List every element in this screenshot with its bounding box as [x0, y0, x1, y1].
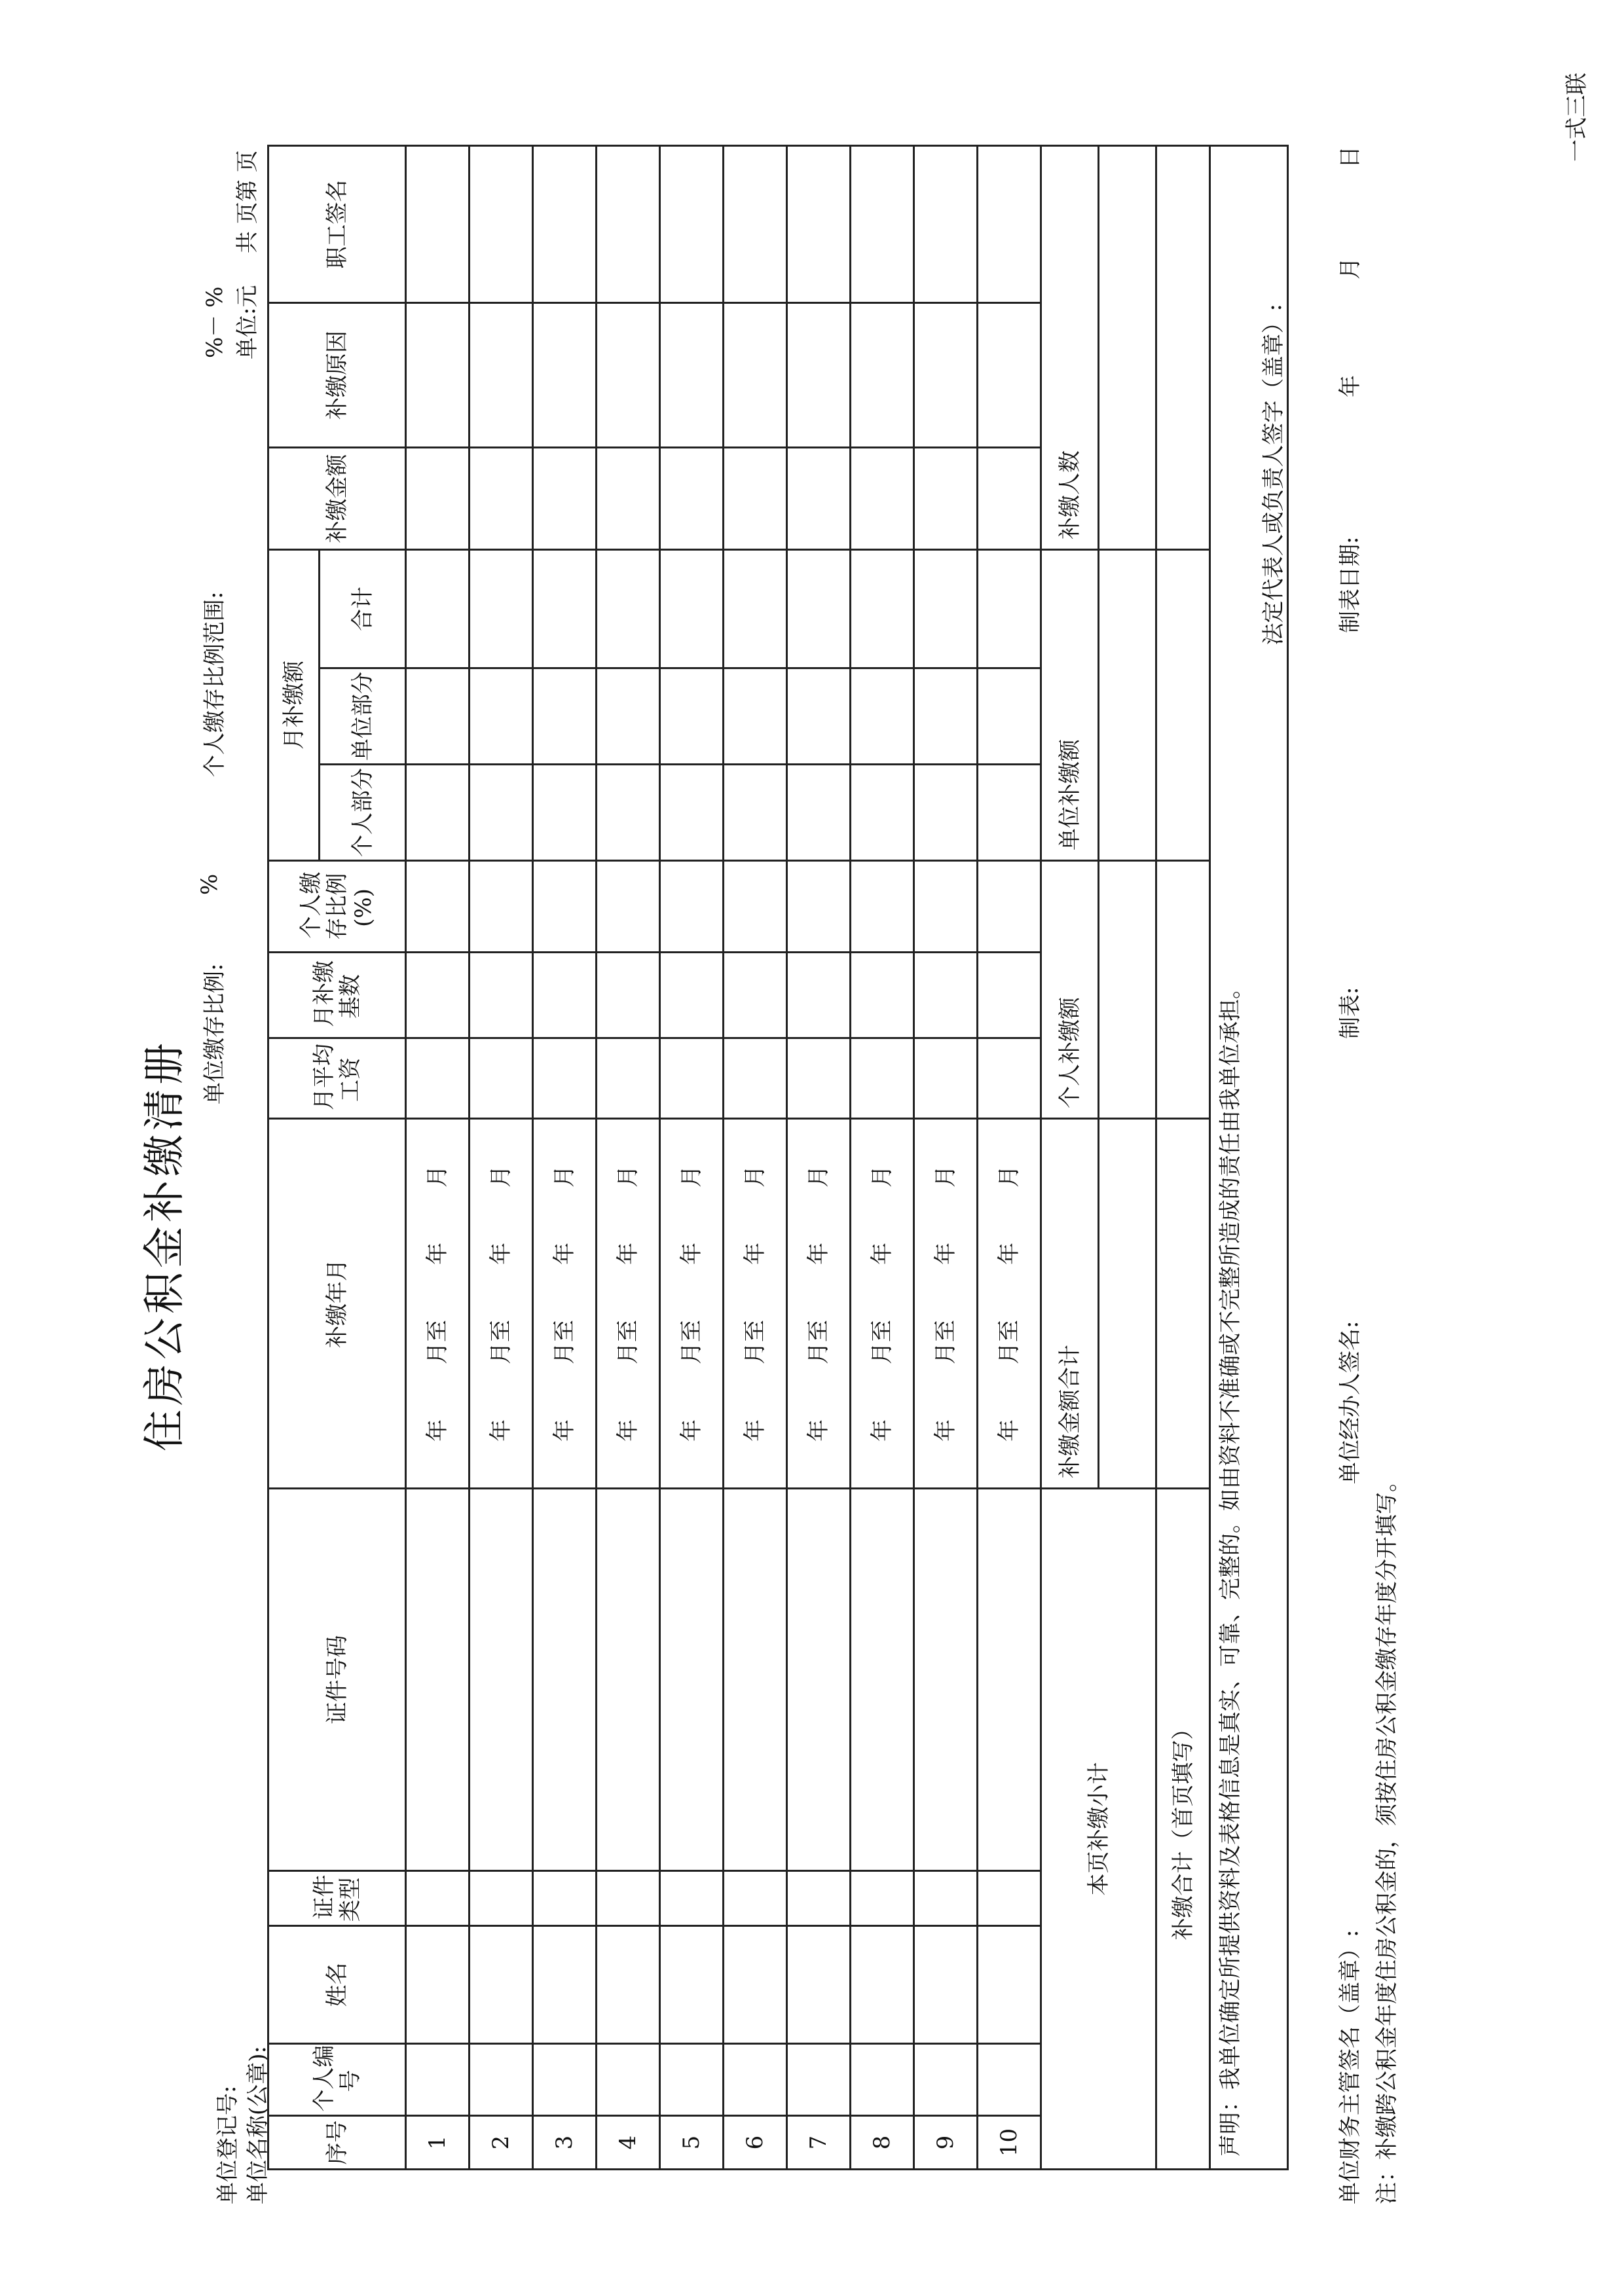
row-signature[interactable]	[660, 146, 724, 303]
header-period: 补缴年月	[268, 1119, 406, 1489]
row-id-type[interactable]	[787, 1871, 851, 1926]
row-personal-part[interactable]	[978, 765, 1041, 861]
header-personal-ratio: 个人缴存比例(%)	[268, 861, 406, 953]
grand-total-personal[interactable]	[1156, 861, 1210, 1119]
header-seq: 序号	[268, 2116, 406, 2170]
period-from-month: 月至	[805, 1320, 832, 1364]
row-id-number[interactable]	[787, 1489, 851, 1871]
row-personal-ratio[interactable]	[724, 861, 787, 953]
row-unit-part[interactable]	[787, 668, 851, 765]
row-reason[interactable]	[724, 303, 787, 448]
header-signature: 职工签名	[268, 146, 406, 303]
row-reason[interactable]	[851, 303, 914, 448]
row-personal-ratio[interactable]	[406, 861, 470, 953]
header-reason: 补缴原因	[268, 303, 406, 448]
row-signature[interactable]	[533, 146, 597, 303]
row-id-number[interactable]	[660, 1489, 724, 1871]
row-period[interactable]	[660, 1119, 724, 1489]
page-counter: 共 页第 页	[234, 150, 261, 253]
period-from-year: 年	[488, 1419, 514, 1442]
row-personal-number[interactable]	[851, 2044, 914, 2116]
row-reason[interactable]	[597, 303, 660, 448]
period-to-month: 月	[551, 1165, 578, 1188]
row-signature[interactable]	[724, 146, 787, 303]
row-reason[interactable]	[914, 303, 978, 448]
row-base[interactable]	[533, 953, 597, 1038]
table-row	[533, 146, 597, 2170]
row-id-number[interactable]	[914, 1489, 978, 1871]
grand-total-amount[interactable]	[1156, 1119, 1210, 1489]
personal-ratio-range-value: %－ %	[202, 286, 228, 358]
row-signature[interactable]	[851, 146, 914, 303]
period-from-month: 月至	[488, 1320, 514, 1364]
period-to-year: 年	[551, 1243, 578, 1265]
row-reason[interactable]	[533, 303, 597, 448]
row-name[interactable]	[660, 1926, 724, 2044]
row-base[interactable]	[470, 953, 533, 1038]
period-to-month: 月	[488, 1165, 514, 1188]
row-name[interactable]	[406, 1926, 470, 2044]
row-name[interactable]	[470, 1926, 533, 2044]
row-reason[interactable]	[470, 303, 533, 448]
row-subtotal[interactable]	[533, 550, 597, 668]
row-id-type[interactable]	[406, 1871, 470, 1926]
row-signature[interactable]	[787, 146, 851, 303]
header-monthly-group: 月补缴额	[268, 550, 320, 861]
row-seq: 6	[724, 2116, 787, 2170]
table-row	[851, 146, 914, 2170]
amount-total-value[interactable]	[1099, 1119, 1156, 1489]
row-average-wage[interactable]	[660, 1038, 724, 1119]
row-average-wage[interactable]	[406, 1038, 470, 1119]
row-period[interactable]	[470, 1119, 533, 1489]
headcount-value[interactable]	[1099, 146, 1156, 550]
row-personal-ratio[interactable]	[787, 861, 851, 953]
row-signature[interactable]	[597, 146, 660, 303]
row-base[interactable]	[787, 953, 851, 1038]
row-amount[interactable]	[914, 448, 978, 550]
date-label: 制表日期:	[1337, 536, 1363, 633]
row-amount[interactable]	[724, 448, 787, 550]
row-base[interactable]	[724, 953, 787, 1038]
row-id-type[interactable]	[724, 1871, 787, 1926]
row-id-number[interactable]	[470, 1489, 533, 1871]
row-average-wage[interactable]	[914, 1038, 978, 1119]
table-row	[978, 146, 1041, 2170]
period-to-year: 年	[996, 1243, 1022, 1265]
row-personal-part[interactable]	[851, 765, 914, 861]
period-from-month: 月至	[678, 1320, 705, 1364]
footnote: 注：补缴跨公积金年度住房公积金的，须按住房公积金缴存年度分开填写。	[1374, 1470, 1400, 2204]
row-unit-part[interactable]	[978, 668, 1041, 765]
period-to-month: 月	[424, 1165, 451, 1188]
row-personal-number[interactable]	[597, 2044, 660, 2116]
table-row	[787, 146, 851, 2170]
period-from-year: 年	[932, 1419, 959, 1442]
row-base[interactable]	[597, 953, 660, 1038]
row-id-number[interactable]	[406, 1489, 470, 1871]
row-id-type[interactable]	[660, 1871, 724, 1926]
grand-total-unit[interactable]	[1156, 550, 1210, 861]
period-to-year: 年	[805, 1243, 832, 1265]
unit-ratio-label: 单位缴存比例:	[202, 963, 228, 1104]
row-unit-part[interactable]	[470, 668, 533, 765]
date-month: 月	[1337, 257, 1363, 280]
currency-unit: 单位:元	[234, 285, 261, 359]
row-personal-number[interactable]	[406, 2044, 470, 2116]
period-from-month: 月至	[424, 1320, 451, 1364]
row-id-number[interactable]	[724, 1489, 787, 1871]
row-name[interactable]	[724, 1926, 787, 2044]
row-base[interactable]	[406, 953, 470, 1038]
page-subtotal-label: 本页补缴小计	[1041, 1489, 1156, 2170]
row-id-type[interactable]	[533, 1871, 597, 1926]
row-amount[interactable]	[660, 448, 724, 550]
row-amount[interactable]	[533, 448, 597, 550]
header-id-type: 证件类型	[268, 1871, 406, 1926]
row-amount[interactable]	[787, 448, 851, 550]
period-from-year: 年	[551, 1419, 578, 1442]
row-subtotal[interactable]	[470, 550, 533, 668]
row-id-type[interactable]	[470, 1871, 533, 1926]
row-name[interactable]	[597, 1926, 660, 2044]
row-personal-part[interactable]	[660, 765, 724, 861]
row-unit-part[interactable]	[533, 668, 597, 765]
row-unit-part[interactable]	[851, 668, 914, 765]
amount-total-label: 补缴金额合计	[1041, 1119, 1099, 1489]
header-subtotal: 合计	[320, 550, 406, 668]
grand-total-label: 补缴合计（首页填写）	[1156, 1489, 1210, 2170]
row-base[interactable]	[851, 953, 914, 1038]
row-subtotal[interactable]	[914, 550, 978, 668]
table-row	[914, 146, 978, 2170]
row-seq: 3	[533, 2116, 597, 2170]
finance-supervisor-signature: 单位财务主管签名（盖章）:	[1337, 1929, 1363, 2204]
copies-note: 一式三联	[1564, 73, 1590, 162]
period-from-year: 年	[996, 1419, 1022, 1442]
row-personal-number[interactable]	[533, 2044, 597, 2116]
period-from-month: 月至	[551, 1320, 578, 1364]
period-to-year: 年	[932, 1243, 959, 1265]
row-personal-part[interactable]	[597, 765, 660, 861]
table-row	[470, 146, 533, 2170]
period-from-year: 年	[742, 1419, 768, 1442]
table-row	[406, 146, 470, 2170]
row-personal-ratio[interactable]	[914, 861, 978, 953]
row-amount[interactable]	[978, 448, 1041, 550]
period-from-month: 月至	[615, 1320, 641, 1364]
row-unit-part[interactable]	[660, 668, 724, 765]
unit-registration-number-label: 单位登记号:	[215, 2085, 241, 2204]
row-subtotal[interactable]	[597, 550, 660, 668]
row-seq: 5	[660, 2116, 724, 2170]
row-personal-number[interactable]	[914, 2044, 978, 2116]
form-title: 住房公积金补缴清册	[141, 1039, 189, 1451]
period-to-month: 月	[996, 1165, 1022, 1188]
row-average-wage[interactable]	[787, 1038, 851, 1119]
header-name: 姓名	[268, 1926, 406, 2044]
row-subtotal[interactable]	[787, 550, 851, 668]
row-period[interactable]	[724, 1119, 787, 1489]
period-from-year: 年	[615, 1419, 641, 1442]
period-to-year: 年	[424, 1243, 451, 1265]
personal-amount-value[interactable]	[1099, 861, 1156, 1119]
row-subtotal[interactable]	[724, 550, 787, 668]
period-to-month: 月	[869, 1165, 895, 1188]
row-period[interactable]	[851, 1119, 914, 1489]
row-average-wage[interactable]	[851, 1038, 914, 1119]
row-average-wage[interactable]	[533, 1038, 597, 1119]
row-personal-part[interactable]	[724, 765, 787, 861]
header-amount: 补缴金额	[268, 448, 406, 550]
headcount-label: 补缴人数	[1041, 146, 1099, 550]
row-seq: 1	[406, 2116, 470, 2170]
period-to-year: 年	[488, 1243, 514, 1265]
period-to-year: 年	[678, 1243, 705, 1265]
unit-name-label: 单位名称(公章):	[245, 2046, 271, 2204]
personal-ratio-range-label: 个人缴存比例范围:	[202, 591, 228, 777]
date-day: 日	[1337, 146, 1363, 168]
row-period[interactable]	[914, 1119, 978, 1489]
row-base[interactable]	[660, 953, 724, 1038]
row-base[interactable]	[978, 953, 1041, 1038]
row-period[interactable]	[533, 1119, 597, 1489]
header-id-number: 证件号码	[268, 1489, 406, 1871]
period-to-year: 年	[869, 1243, 895, 1265]
row-personal-ratio[interactable]	[533, 861, 597, 953]
date-year: 年	[1337, 375, 1363, 397]
row-personal-part[interactable]	[787, 765, 851, 861]
row-subtotal[interactable]	[660, 550, 724, 668]
header-base: 月补缴基数	[268, 953, 406, 1038]
row-signature[interactable]	[978, 146, 1041, 303]
period-from-month: 月至	[869, 1320, 895, 1364]
unit-amount-label: 单位补缴额	[1041, 550, 1099, 861]
row-personal-ratio[interactable]	[470, 861, 533, 953]
row-average-wage[interactable]	[470, 1038, 533, 1119]
row-personal-part[interactable]	[406, 765, 470, 861]
row-id-number[interactable]	[978, 1489, 1041, 1871]
row-reason[interactable]	[406, 303, 470, 448]
period-to-month: 月	[678, 1165, 705, 1188]
row-base[interactable]	[914, 953, 978, 1038]
row-reason[interactable]	[978, 303, 1041, 448]
row-subtotal[interactable]	[851, 550, 914, 668]
period-from-year: 年	[805, 1419, 832, 1442]
header-personal-part: 个人部分	[320, 765, 406, 861]
row-period[interactable]	[978, 1119, 1041, 1489]
row-unit-part[interactable]	[406, 668, 470, 765]
row-id-type[interactable]	[851, 1871, 914, 1926]
row-signature[interactable]	[406, 146, 470, 303]
row-personal-part[interactable]	[914, 765, 978, 861]
table-row	[724, 146, 787, 2170]
row-average-wage[interactable]	[597, 1038, 660, 1119]
legal-representative-signature: 法定代表人或负责人签字（盖章）:	[1261, 304, 1287, 646]
row-id-type[interactable]	[914, 1871, 978, 1926]
row-seq: 9	[914, 2116, 978, 2170]
row-id-number[interactable]	[851, 1489, 914, 1871]
row-name[interactable]	[533, 1926, 597, 2044]
header-personal-number: 个人编号	[268, 2044, 406, 2116]
row-seq: 7	[787, 2116, 851, 2170]
personal-amount-label: 个人补缴额	[1041, 861, 1099, 1119]
row-personal-ratio[interactable]	[597, 861, 660, 953]
row-personal-part[interactable]	[533, 765, 597, 861]
period-from-year: 年	[424, 1419, 451, 1442]
header-unit-part: 单位部分	[320, 668, 406, 765]
row-personal-ratio[interactable]	[660, 861, 724, 953]
supplement-table	[267, 145, 1289, 2170]
row-id-number[interactable]	[597, 1489, 660, 1871]
period-to-year: 年	[742, 1243, 768, 1265]
period-from-year: 年	[869, 1419, 895, 1442]
row-personal-number[interactable]	[724, 2044, 787, 2116]
row-signature[interactable]	[470, 146, 533, 303]
row-reason[interactable]	[787, 303, 851, 448]
row-personal-number[interactable]	[470, 2044, 533, 2116]
grand-total-headcount[interactable]	[1156, 146, 1210, 550]
row-reason[interactable]	[660, 303, 724, 448]
row-signature[interactable]	[914, 146, 978, 303]
row-seq: 2	[470, 2116, 533, 2170]
unit-amount-value[interactable]	[1099, 550, 1156, 861]
row-personal-part[interactable]	[470, 765, 533, 861]
period-to-month: 月	[805, 1165, 832, 1188]
period-to-month: 月	[742, 1165, 768, 1188]
period-from-year: 年	[678, 1419, 705, 1442]
row-period[interactable]	[597, 1119, 660, 1489]
row-average-wage[interactable]	[724, 1038, 787, 1119]
row-personal-ratio[interactable]	[851, 861, 914, 953]
row-seq: 4	[597, 2116, 660, 2170]
row-name[interactable]	[851, 1926, 914, 2044]
row-average-wage[interactable]	[978, 1038, 1041, 1119]
row-personal-number[interactable]	[787, 2044, 851, 2116]
period-to-year: 年	[615, 1243, 641, 1265]
unit-ratio-percent: %	[196, 873, 223, 895]
row-name[interactable]	[914, 1926, 978, 2044]
row-name[interactable]	[978, 1926, 1041, 2044]
header-average-wage: 月平均工资	[268, 1038, 406, 1119]
row-unit-part[interactable]	[914, 668, 978, 765]
table-row	[660, 146, 724, 2170]
statement-cell	[1210, 146, 1288, 2170]
row-id-type[interactable]	[978, 1871, 1041, 1926]
period-from-month: 月至	[742, 1320, 768, 1364]
row-personal-number[interactable]	[660, 2044, 724, 2116]
row-subtotal[interactable]	[978, 550, 1041, 668]
period-to-month: 月	[615, 1165, 641, 1188]
row-period[interactable]	[787, 1119, 851, 1489]
row-amount[interactable]	[597, 448, 660, 550]
period-to-month: 月	[932, 1165, 959, 1188]
preparer-label: 制表:	[1337, 987, 1363, 1039]
handler-signature: 单位经办人签名:	[1337, 1321, 1363, 1484]
row-personal-ratio[interactable]	[978, 861, 1041, 953]
row-unit-part[interactable]	[597, 668, 660, 765]
row-personal-number[interactable]	[978, 2044, 1041, 2116]
statement-text: 声明：我单位确定所提供资料及表格信息是真实、可靠、完整的。如由资料不准确或不完整所造成的责任由我单位承担。	[1217, 977, 1244, 2157]
table-row	[597, 146, 660, 2170]
row-subtotal[interactable]	[406, 550, 470, 668]
period-from-month: 月至	[996, 1320, 1022, 1364]
period-from-month: 月至	[932, 1320, 959, 1364]
row-amount[interactable]	[470, 448, 533, 550]
row-seq: 10	[978, 2116, 1041, 2170]
row-amount[interactable]	[406, 448, 470, 550]
row-period[interactable]	[406, 1119, 470, 1489]
row-id-type[interactable]	[597, 1871, 660, 1926]
row-unit-part[interactable]	[724, 668, 787, 765]
row-id-number[interactable]	[533, 1489, 597, 1871]
row-name[interactable]	[787, 1926, 851, 2044]
row-seq: 8	[851, 2116, 914, 2170]
row-amount[interactable]	[851, 448, 914, 550]
